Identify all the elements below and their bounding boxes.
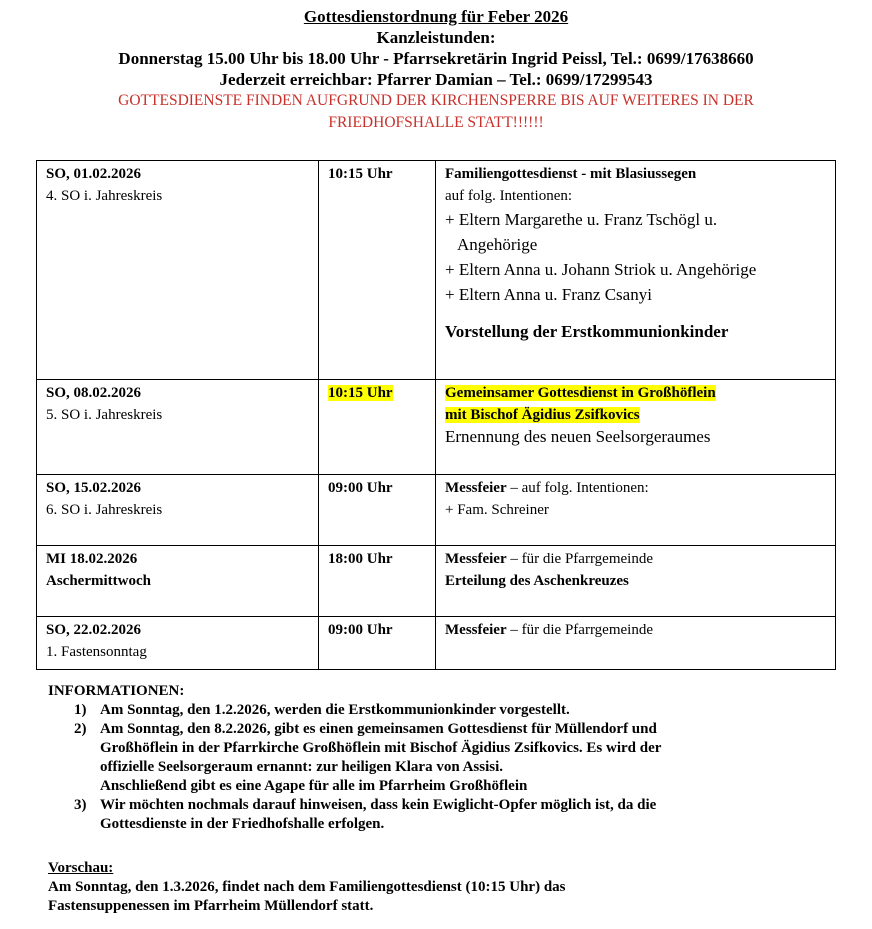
office-hours: Donnerstag 15.00 Uhr bis 18.00 Uhr - Pfarrsekretärin Ingrid Peissl, Tel.: 0699/17638660 xyxy=(118,49,754,68)
service-date: SO, 15.02.2026 xyxy=(46,480,142,496)
date-cell xyxy=(37,475,319,546)
service-title: Messfeier xyxy=(445,480,507,496)
time-cell xyxy=(319,617,436,670)
date-cell xyxy=(37,161,319,380)
liturgical-day: 1. Fastensonntag xyxy=(46,644,147,660)
liturgical-day: 5. SO i. Jahreskreis xyxy=(46,407,163,423)
service-date: SO, 08.02.2026 xyxy=(46,385,142,401)
service-title-suffix: – für die Pfarrgemeinde xyxy=(506,622,653,638)
preview-heading: Vorschau: xyxy=(48,860,114,876)
reachable-contact: Jederzeit erreichbar: Pfarrer Damian – Tel.: 0699/17299543 xyxy=(219,70,653,89)
time-cell xyxy=(319,380,436,475)
list-item xyxy=(48,720,808,796)
service-time: 10:15 Uhr xyxy=(328,166,393,182)
list-number: 2) xyxy=(74,721,87,737)
info-heading: INFORMATIONEN: xyxy=(48,683,185,699)
service-time: 09:00 Uhr xyxy=(328,480,393,496)
description-cell xyxy=(436,546,836,617)
description-cell xyxy=(436,380,836,475)
service-title-suffix: – für die Pfarrgemeinde xyxy=(506,551,653,567)
service-title-suffix: – auf folg. Intentionen: xyxy=(506,480,649,496)
service-date: SO, 22.02.2026 xyxy=(46,622,142,638)
info-section xyxy=(48,682,808,834)
time-cell xyxy=(319,546,436,617)
service-time: 18:00 Uhr xyxy=(328,551,393,567)
table-row xyxy=(37,380,836,475)
intention-item: + Eltern Anna u. Johann Striok u. Angehörige xyxy=(445,260,757,279)
page-title: Gottesdienstordnung für Feber 2026 xyxy=(303,7,569,26)
service-subtitle: Ernennung des neuen Seelsorgeraumes xyxy=(445,427,711,446)
office-hours-label: Kanzleistunden: xyxy=(376,28,496,47)
info-line: Großhöflein in der Pfarrkirche Großhöflein mit Bischof Ägidius Zsifkovics. Es wird der xyxy=(100,740,662,756)
service-note: Erteilung des Aschenkreuzes xyxy=(445,573,629,589)
info-line: Anschließend gibt es eine Agape für alle im Pfarrheim Großhöflein xyxy=(100,778,528,794)
service-note: Vorstellung der Erstkommunionkinder xyxy=(445,322,729,341)
description-cell xyxy=(436,617,836,670)
service-title: Messfeier xyxy=(445,622,507,638)
info-line: Wir möchten nochmals darauf hinweisen, dass kein Ewiglicht-Opfer möglich ist, da die xyxy=(100,797,657,813)
service-title: Familiengottesdienst - mit Blasiussegen xyxy=(445,166,697,182)
list-item xyxy=(48,701,808,720)
intention-item: + Fam. Schreiner xyxy=(445,502,549,518)
warning-line-2: FRIEDHOFSHALLE STATT!!!!!! xyxy=(328,114,544,131)
warning-line-1: GOTTESDIENSTE FINDEN AUFGRUND DER KIRCHENSPERRE BIS AUF WEITERES IN DER xyxy=(118,92,754,109)
service-title-line-2: mit Bischof Ägidius Zsifkovics xyxy=(445,407,640,423)
description-cell xyxy=(436,475,836,546)
info-line: Am Sonntag, den 1.2.2026, werden die Erstkommunionkinder vorgestellt. xyxy=(100,702,570,718)
liturgical-day: 4. SO i. Jahreskreis xyxy=(46,188,163,204)
service-date: SO, 01.02.2026 xyxy=(46,166,142,182)
date-cell xyxy=(37,546,319,617)
service-date: MI 18.02.2026 xyxy=(46,551,138,567)
service-time: 09:00 Uhr xyxy=(328,622,393,638)
table-row xyxy=(37,475,836,546)
preview-section xyxy=(48,859,808,916)
info-line: offizielle Seelsorgeraum ernannt: zur heiligen Klara von Assisi. xyxy=(100,759,504,775)
date-cell xyxy=(37,617,319,670)
schedule-table xyxy=(36,160,836,670)
intention-item: + Eltern Anna u. Franz Csanyi xyxy=(445,285,652,304)
liturgical-day: 6. SO i. Jahreskreis xyxy=(46,502,163,518)
list-number: 3) xyxy=(74,797,87,813)
intentions-label: auf folg. Intentionen: xyxy=(445,188,573,204)
info-line: Gottesdienste in der Friedhofshalle erfolgen. xyxy=(100,816,385,832)
table-row xyxy=(37,161,836,380)
table-row xyxy=(37,546,836,617)
date-cell xyxy=(37,380,319,475)
info-list xyxy=(48,701,808,834)
list-item xyxy=(48,796,808,834)
list-number: 1) xyxy=(74,702,87,718)
liturgical-day: Aschermittwoch xyxy=(46,573,151,589)
intention-item: Angehörige xyxy=(457,235,538,254)
description-cell xyxy=(436,161,836,380)
service-title: Messfeier xyxy=(445,551,507,567)
table-row xyxy=(37,617,836,670)
service-time: 10:15 Uhr xyxy=(328,385,393,401)
intention-item: + Eltern Margarethe u. Franz Tschögl u. xyxy=(445,210,718,229)
time-cell xyxy=(319,475,436,546)
service-title: Gemeinsamer Gottesdienst in Großhöflein xyxy=(445,385,716,401)
info-line: Am Sonntag, den 8.2.2026, gibt es einen gemeinsamen Gottesdienst für Müllendorf und xyxy=(100,721,657,737)
preview-line: Am Sonntag, den 1.3.2026, findet nach dem Familiengottesdienst (10:15 Uhr) das xyxy=(48,879,566,895)
preview-line: Fastensuppenessen im Pfarrheim Müllendorf statt. xyxy=(48,898,374,914)
time-cell xyxy=(319,161,436,380)
page-header xyxy=(0,6,872,134)
